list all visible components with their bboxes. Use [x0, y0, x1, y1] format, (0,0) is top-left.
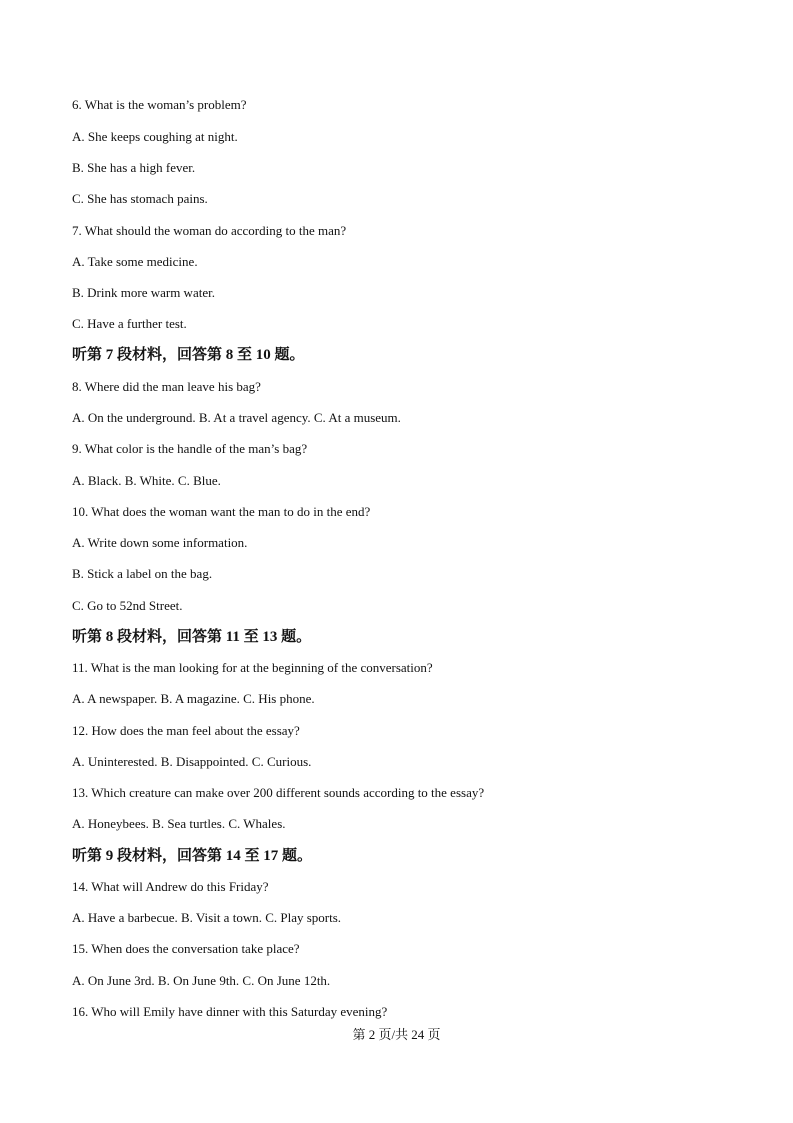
options-9: A. Black. B. White. C. Blue. — [72, 473, 221, 488]
question-12: 12. How does the man feel about the essay? — [72, 723, 300, 738]
option-7c: C. Have a further test. — [72, 316, 187, 331]
option-10b: B. Stick a label on the bag. — [72, 566, 213, 581]
question-8: 8. Where did the man leave his bag? — [72, 379, 261, 394]
options-13: A. Honeybees. B. Sea turtles. C. Whales. — [72, 816, 286, 831]
option-6b: B. She has a high fever. — [72, 160, 196, 175]
question-13: 13. Which creature can make over 200 different sounds according to the essay? — [72, 785, 485, 800]
question-6: 6. What is the woman’s problem? — [72, 97, 247, 112]
section-heading-9: 听第 9 段材料，回答第 14 至 17 题。 — [72, 848, 313, 864]
option-6c: C. She has stomach pains. — [72, 191, 208, 206]
option-7b: B. Drink more warm water. — [72, 285, 215, 300]
option-6a: A. She keeps coughing at night. — [72, 129, 238, 144]
options-15: A. On June 3rd. B. On June 9th. C. On June 12th. — [72, 973, 331, 988]
options-12: A. Uninterested. B. Disappointed. C. Curious. — [72, 754, 312, 769]
question-14: 14. What will Andrew do this Friday? — [72, 879, 269, 894]
question-15: 15. When does the conversation take place? — [72, 941, 300, 956]
question-10: 10. What does the woman want the man to do in the end? — [72, 504, 371, 519]
question-16: 16. Who will Emily have dinner with this Saturday evening? — [72, 1004, 388, 1019]
options-14: A. Have a barbecue. B. Visit a town. C. Play sports. — [72, 910, 342, 925]
question-7: 7. What should the woman do according to the man? — [72, 223, 347, 238]
options-8: A. On the underground. B. At a travel agency. C. At a museum. — [72, 410, 401, 425]
page-number-footer: 第 2 页/共 24 页 — [352, 1027, 441, 1042]
option-10a: A. Write down some information. — [72, 535, 248, 550]
option-7a: A. Take some medicine. — [72, 254, 198, 269]
question-9: 9. What color is the handle of the man’s bag? — [72, 441, 308, 456]
section-heading-8: 听第 8 段材料，回答第 11 至 13 题。 — [72, 629, 312, 645]
option-10c: C. Go to 52nd Street. — [72, 598, 183, 613]
section-heading-7: 听第 7 段材料，回答第 8 至 10 题。 — [72, 347, 305, 363]
options-11: A. A newspaper. B. A magazine. C. His phone. — [72, 691, 315, 706]
question-11: 11. What is the man looking for at the beginning of the conversation? — [72, 660, 433, 675]
